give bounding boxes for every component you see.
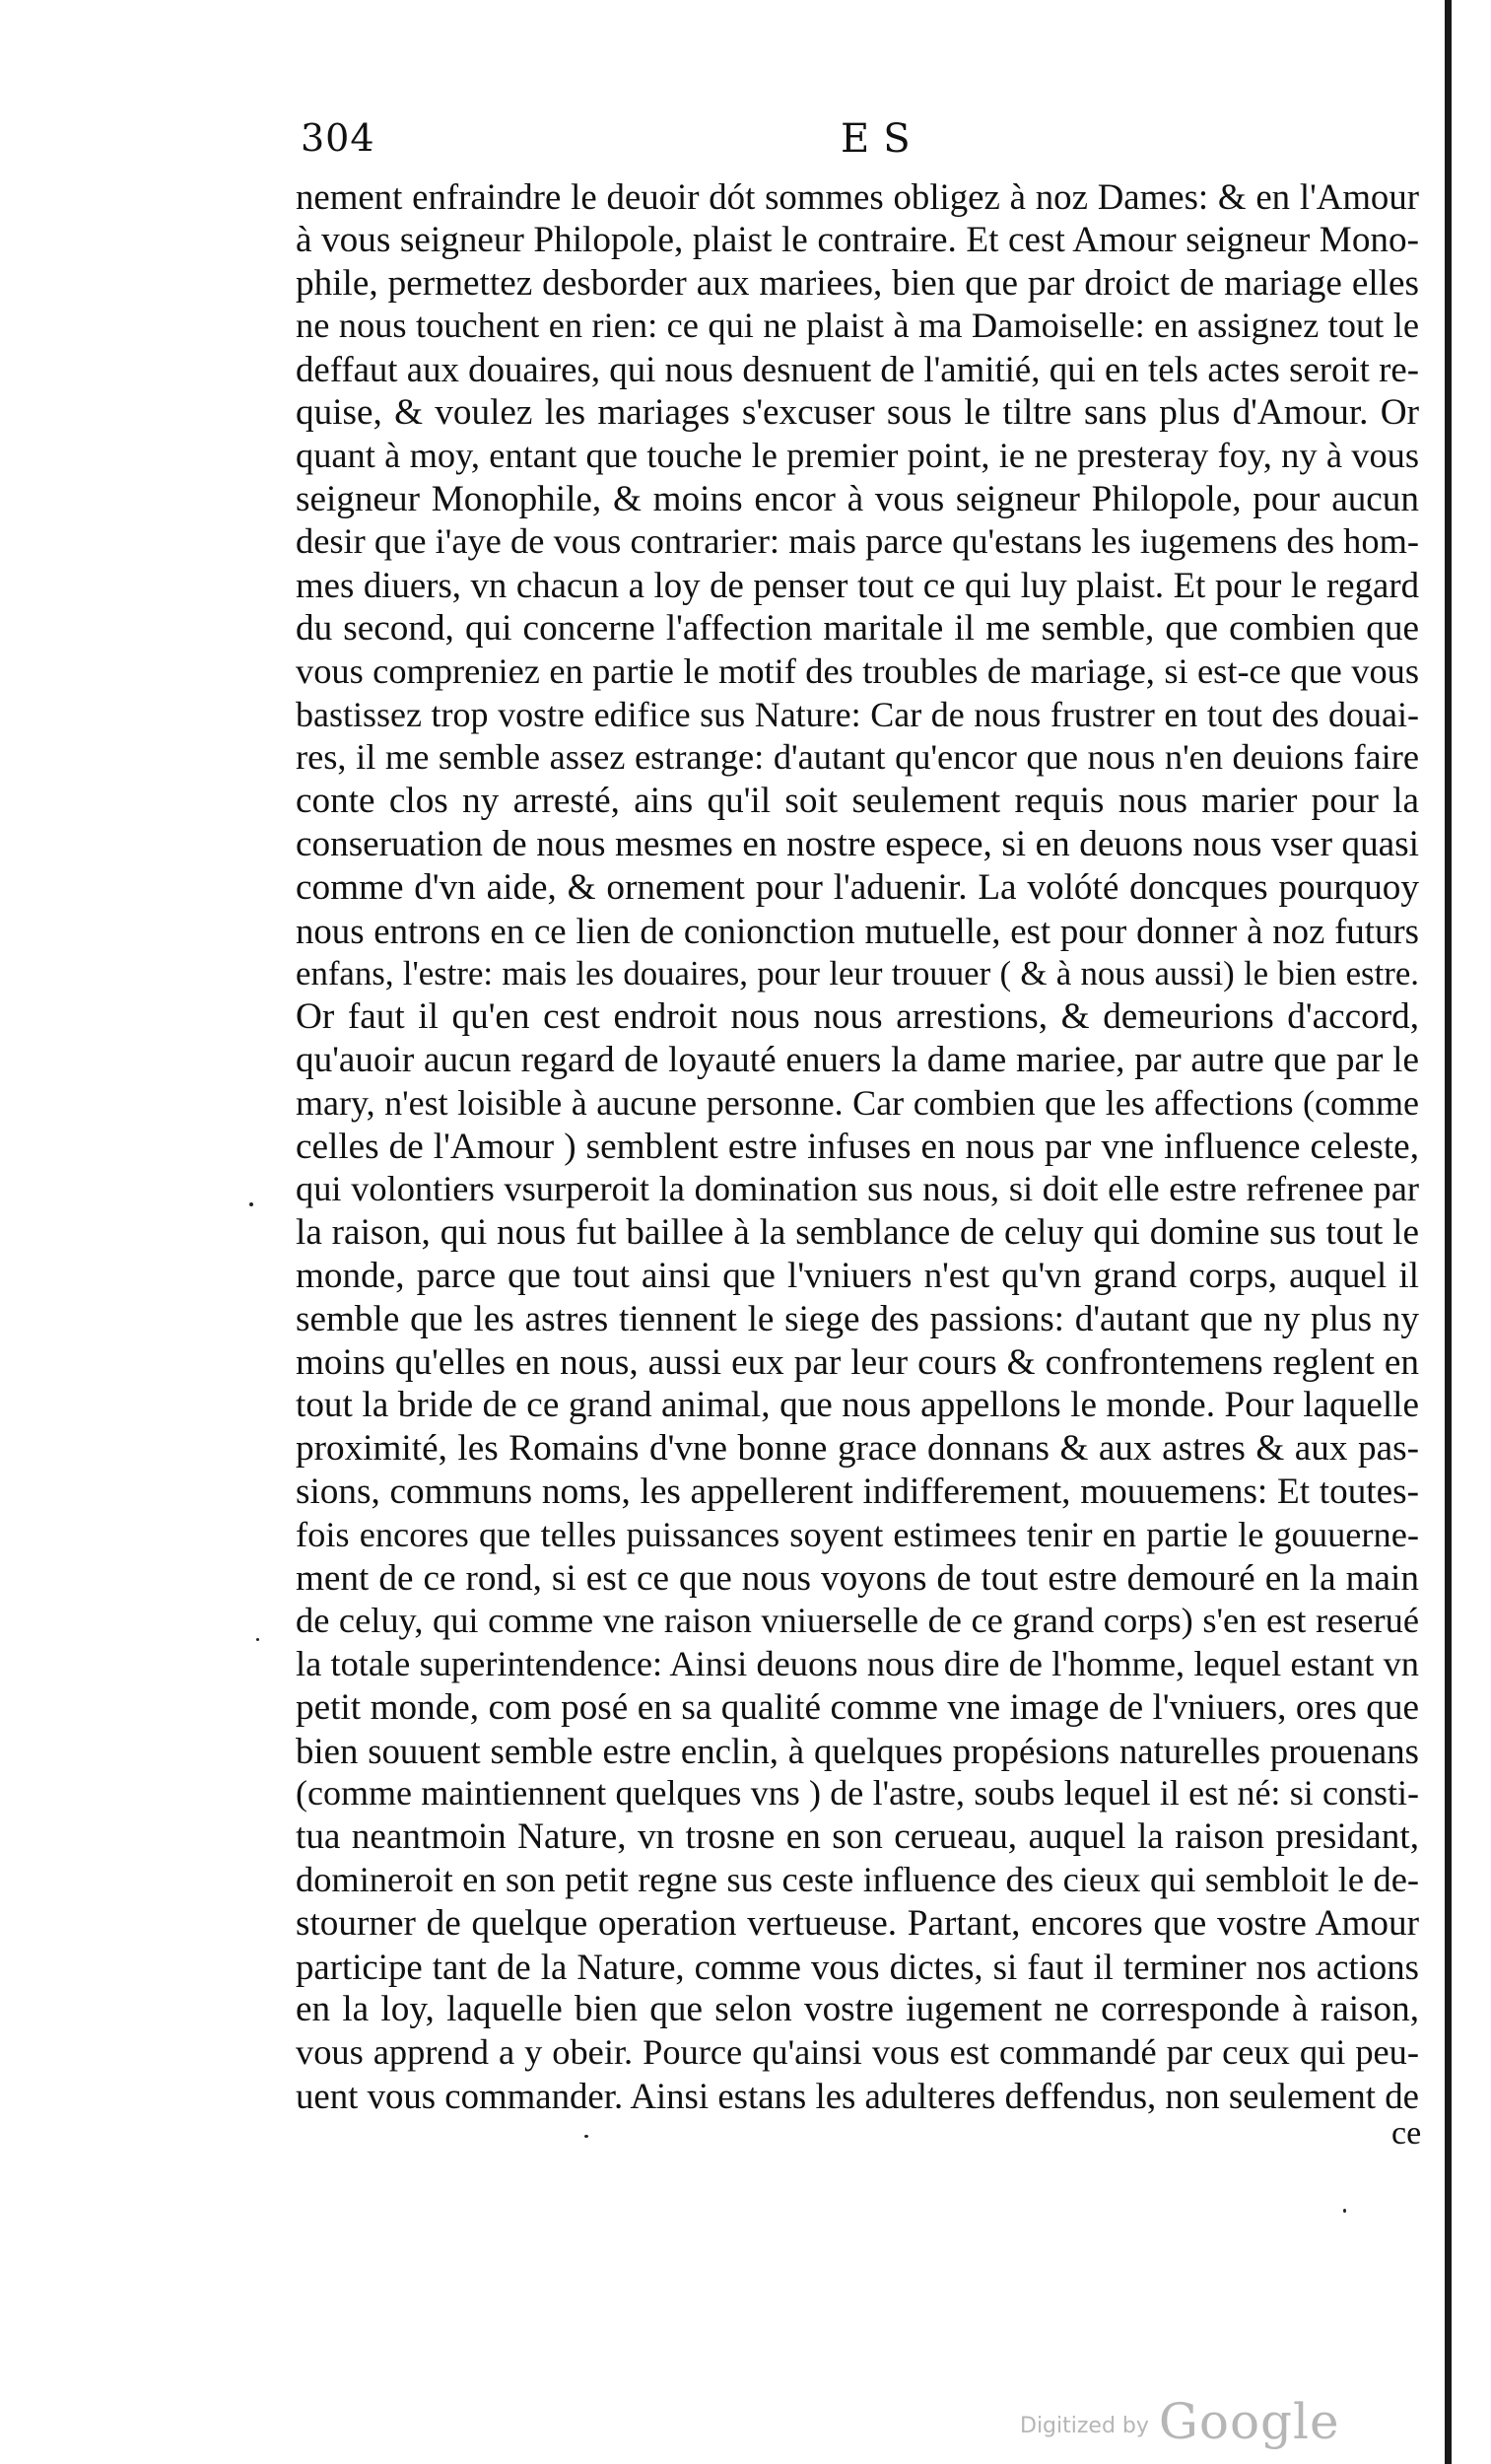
text-line: ne nous touchent en rien: ce qui ne plaist à ma Damoiselle: en assignez tout le xyxy=(296,306,1419,346)
text-line: la totale superintendence: Ainsi deuons nous dire de l'homme, lequel estant vn xyxy=(296,1644,1419,1684)
text-line: quise, & voulez les mariages s'excuser sous le tiltre sans plus d'Amour. Or xyxy=(296,391,1419,433)
text-line: en la loy, laquelle bien que selon vostre iugement ne corresponde à raison, xyxy=(296,1989,1419,2030)
text-line: participe tant de la Nature, comme vous dictes, si faut il terminer nos actions xyxy=(296,1946,1419,1987)
text-line: qui volontiers vsurperoit la domination sus nous, si doit elle estre refrenee par xyxy=(296,1169,1419,1209)
text-line: conte clos ny arresté, ains qu'il soit seulement requis nous marier pour la xyxy=(296,781,1419,822)
text-line: fois encores que telles puissances soyent estimees tenir en partie le gouuerne- xyxy=(296,1514,1419,1554)
text-line: vous compreniez en partie le motif des troubles de mariage, si est-ce que vous xyxy=(296,650,1419,691)
text-line: (comme maintiennent quelques vns ) de l'astre, soubs lequel il est né: si consti- xyxy=(296,1773,1419,1814)
watermark-prefix: Digitized by xyxy=(1020,2414,1149,2438)
ink-speck xyxy=(584,2135,588,2138)
text-line: deffaut aux douaires, qui nous desnuent de l'amitié, qui en tels actes seroit re- xyxy=(296,349,1419,390)
text-line: desir que i'aye de vous contrarier: mais parce qu'estans les iugemens des hom- xyxy=(296,521,1419,562)
text-line: Or faut il qu'en cest endroit nous nous arrestions, & demeurions d'accord, xyxy=(296,996,1419,1038)
text-line: mes diuers, vn chacun a loy de penser tout ce qui luy plaist. Et pour le regard xyxy=(296,565,1419,606)
text-line: domineroit en son petit regne sus ceste influence des cieux qui sembloit le de- xyxy=(296,1860,1419,1900)
text-line: quant à moy, entant que touche le premier point, ie ne presteray foy, ny à vous xyxy=(296,435,1419,475)
text-line: bien souuent semble estre enclin, à quelques propésions naturelles prouenans xyxy=(296,1730,1419,1771)
text-line: celles de l'Amour ) semblent estre infuses en nous par vne influence celeste, xyxy=(296,1126,1419,1167)
text-line: enfans, l'estre: mais les douaires, pour leur trouuer ( & à nous aussi) le bien estre. xyxy=(296,954,1419,993)
text-line: tout la bride de ce grand animal, que nous appellons le monde. Pour laquelle xyxy=(296,1385,1419,1426)
text-line: de celuy, qui comme vne raison vniuerselle de ce grand corps) s'en est reserué xyxy=(296,1601,1419,1641)
body-text xyxy=(296,175,1419,2118)
text-line: comme d'vn aide, & ornement pour l'aduenir. La volóté doncques pourquoy xyxy=(296,866,1419,908)
text-line: la raison, qui nous fut baillee à la semblance de celuy qui domine sus tout le xyxy=(296,1212,1419,1254)
text-line: monde, parce que tout ainsi que l'vniuers n'est qu'vn grand corps, auquel il xyxy=(296,1255,1419,1296)
ink-speck xyxy=(1343,2209,1346,2213)
catchword: ce xyxy=(1391,2115,1422,2152)
text-line: qu'auoir aucun regard de loyauté enuers la dame mariee, par autre que par le xyxy=(296,1039,1419,1080)
text-line: stourner de quelque operation vertueuse. Partant, encores que vostre Amour xyxy=(296,1902,1419,1944)
text-line: semble que les astres tiennent le siege des passions: d'autant que ny plus ny xyxy=(296,1298,1419,1339)
text-line: petit monde, com posé en sa qualité comme vne image de l'vniuers, ores que xyxy=(296,1686,1419,1728)
watermark-brand: Google xyxy=(1158,2393,1340,2450)
text-line: conseruation de nous mesmes en nostre espece, si en deuons nous vser quasi xyxy=(296,823,1419,864)
text-line: ment de ce rond, si est ce que nous voyons de tout estre demouré en la main xyxy=(296,1557,1419,1599)
ink-speck xyxy=(256,1638,259,1641)
text-line: tua neantmoin Nature, vn trosne en son cerueau, auquel la raison presidant, xyxy=(296,1816,1419,1858)
text-line: à vous seigneur Philopole, plaist le contraire. Et cest Amour seigneur Mono- xyxy=(296,219,1419,260)
page-number: 304 xyxy=(301,116,375,160)
text-line: mary, n'est loisible à aucune personne. Car combien que les affections (comme xyxy=(296,1082,1419,1123)
page-edge-border xyxy=(1445,0,1452,2464)
text-line: uent vous commander. Ainsi estans les adulteres deffendus, non seulement de xyxy=(296,2076,1419,2117)
text-line: res, il me semble assez estrange: d'autant qu'encor que nous n'en deuions faire xyxy=(296,737,1419,778)
text-line: bastissez trop vostre edifice sus Nature: Car de nous frustrer en tout des douai- xyxy=(296,694,1419,734)
text-line: vous apprend a y obeir. Pource qu'ainsi vous est commandé par ceux qui peu- xyxy=(296,2032,1419,2073)
ink-speck xyxy=(249,1202,253,1206)
digitized-watermark xyxy=(1020,2393,1340,2450)
text-line: proximité, les Romains d'vne bonne grace donnans & aux astres & aux pas- xyxy=(296,1428,1419,1470)
page-header xyxy=(301,116,1434,166)
text-line: moins qu'elles en nous, aussi eux par leur cours & confrontemens reglent en xyxy=(296,1341,1419,1383)
text-line: seigneur Monophile, & moins encor à vous seigneur Philopole, pour aucun xyxy=(296,478,1419,519)
text-line: phile, permettez desborder aux mariees, bien que par droict de mariage elles xyxy=(296,262,1419,304)
text-line: nous entrons en ce lien de conionction mutuelle, est pour donner à noz futurs xyxy=(296,910,1419,951)
running-head: ES xyxy=(841,116,924,162)
text-line: du second, qui concerne l'affection maritale il me semble, que combien que xyxy=(296,607,1419,649)
text-line: sions, communs noms, les appellerent indifferement, mouuemens: Et toutes- xyxy=(296,1471,1419,1512)
text-line: nement enfraindre le deuoir dót sommes obligez à noz Dames: & en l'Amour xyxy=(296,176,1419,217)
